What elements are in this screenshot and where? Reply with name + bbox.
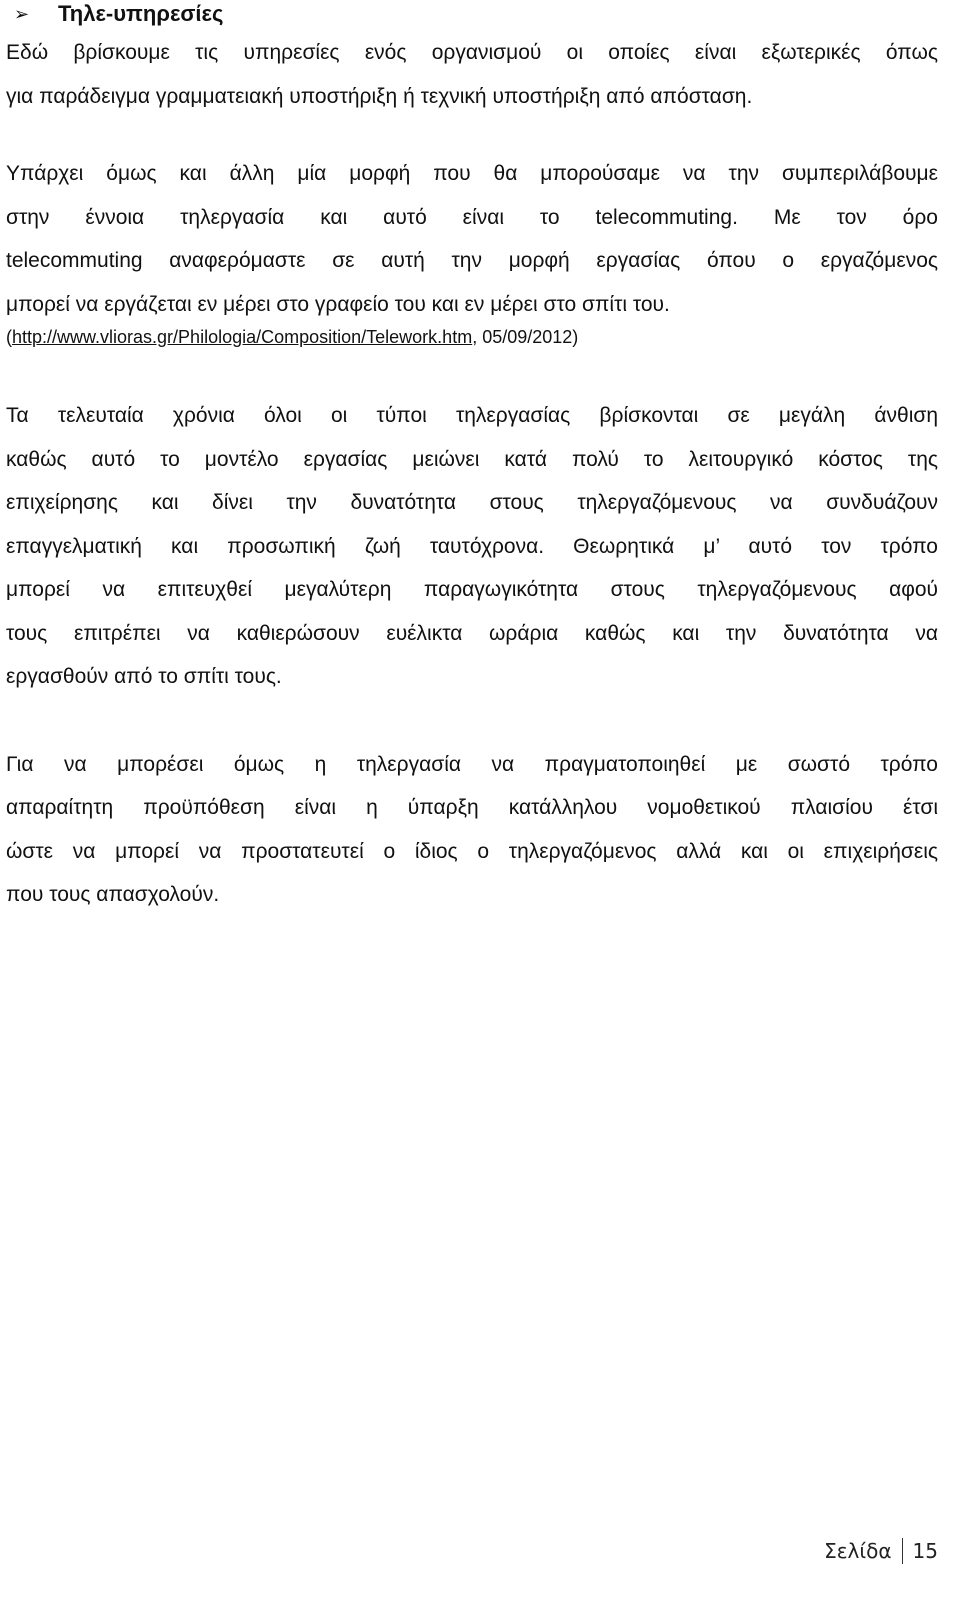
text-line: επαγγελματική και προσωπική ζωή ταυτόχρονα. Θεωρητικά μ’ αυτό τον τρόπο [6,534,938,558]
arrow-bullet-icon: ➢ [14,3,30,24]
text-line: Εδώ βρίσκουμε τις υπηρεσίες ενός οργανισμού οι οποίες είναι εξωτερικές όπως [6,41,938,64]
section-heading [6,0,938,28]
text-line: Υπάρχει όμως και άλλη μία μορφή που θα μπορούσαμε να την συμπεριλάβουμε [6,162,938,185]
paragraph-telecommuting [6,152,938,326]
reference-date: , 05/09/2012) [472,327,579,347]
text-line: καθώς αυτό το μοντέλο εργασίας μειώνει κατά πολύ το λειτουργικό κόστος της [6,447,938,471]
text-line: εργασθούν από το σπίτι τους. [6,665,282,688]
reference-citation [6,322,938,352]
text-line: που τους απασχολούν. [6,883,220,906]
page-footer [824,1538,938,1564]
text-line: στην έννοια τηλεργασία και αυτό είναι το telecommuting. Με τον όρο [6,205,938,229]
text-line: telecommuting αναφερόμαστε σε αυτή την μορφή εργασίας όπου ο εργαζόμενος [6,249,938,272]
section-title: Τηλε-υπηρεσίες [58,1,224,26]
paragraph-legal-framework [6,743,938,917]
text-line: ώστε να μπορεί να προστατευτεί ο ίδιος ο τηλεργαζόμενος αλλά και οι επιχειρήσεις [6,839,938,863]
text-line: επιχείρησης και δίνει την δυνατότητα στους τηλεργαζόμενους να συνδυάζουν [6,491,938,514]
text-line: τους επιτρέπει να καθιερώσουν ευέλικτα ωράρια καθώς και την δυνατότητα να [6,621,938,645]
text-line: για παράδειγμα γραμματειακή υποστήριξη ή τεχνική υποστήριξη από απόσταση. [6,84,753,108]
text-line: μπορεί να εργάζεται εν μέρει στο γραφείο του και εν μέρει στο σπίτι του. [6,292,670,316]
page-label: Σελίδα [824,1539,892,1563]
text-line: Τα τελευταία χρόνια όλοι οι τύποι τηλεργασίας βρίσκονται σε μεγάλη άνθιση [6,404,938,427]
reference-link[interactable]: http://www.vlioras.gr/Philologia/Composition/Telework.htm [12,327,473,347]
text-line: απαραίτητη προϋπόθεση είναι η ύπαρξη κατάλληλου νομοθετικού πλαισίου έτσι [6,796,938,819]
page-number: 15 [912,1539,938,1563]
paragraph-trends [6,394,938,699]
paragraph-intro [6,31,938,118]
text-line: μπορεί να επιτευχθεί μεγαλύτερη παραγωγικότητα στους τηλεργαζόμενους αφού [6,578,938,601]
text-line: Για να μπορέσει όμως η τηλεργασία να πραγματοποιηθεί με σωστό τρόπο [6,752,938,776]
footer-divider [902,1538,903,1564]
reference-open-paren: ( [6,327,12,347]
document-page [6,0,938,917]
